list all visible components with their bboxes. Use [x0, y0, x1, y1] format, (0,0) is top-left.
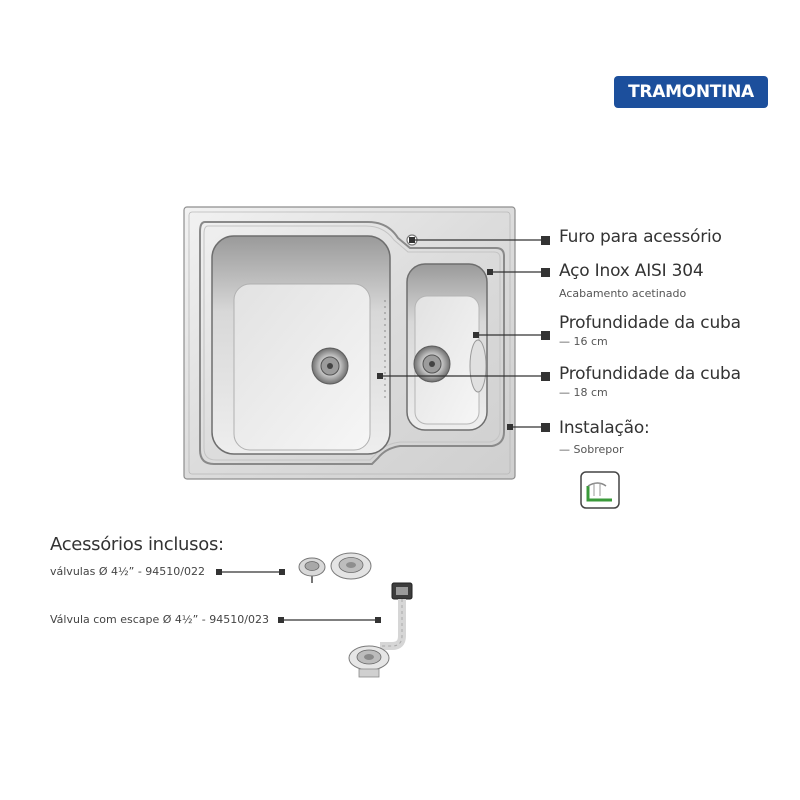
- accessories-title: Acessórios inclusos:: [50, 534, 224, 555]
- spec-installation-type: — Sobrepor: [559, 443, 624, 456]
- small-bowl: [407, 264, 487, 430]
- accessory-item-overflow-valve: Válvula com escape Ø 4½” - 94510/023: [50, 613, 269, 626]
- spec-depth-large-value: — 18 cm: [559, 386, 608, 399]
- brand-logo: TRAMONTINA: [614, 76, 768, 108]
- spec-depth-large: Profundidade da cuba: [559, 364, 741, 384]
- spec-depth-small: Profundidade da cuba: [559, 313, 741, 333]
- strainer-valve-icon: [299, 553, 371, 583]
- accessory-item-valves: válvulas Ø 4½” - 94510/022: [50, 565, 205, 578]
- drain-large: [312, 348, 348, 384]
- spec-installation: Instalação:: [559, 418, 650, 438]
- overmount-installation-icon: [581, 472, 619, 508]
- spec-depth-small-value: — 16 cm: [559, 335, 608, 348]
- overflow-valve-icon: [349, 583, 412, 677]
- spec-material: Aço Inox AISI 304: [559, 261, 704, 281]
- spec-material-finish: Acabamento acetinado: [559, 287, 687, 300]
- spec-accessory-hole: Furo para acessório: [559, 227, 722, 247]
- large-bowl: [212, 236, 390, 454]
